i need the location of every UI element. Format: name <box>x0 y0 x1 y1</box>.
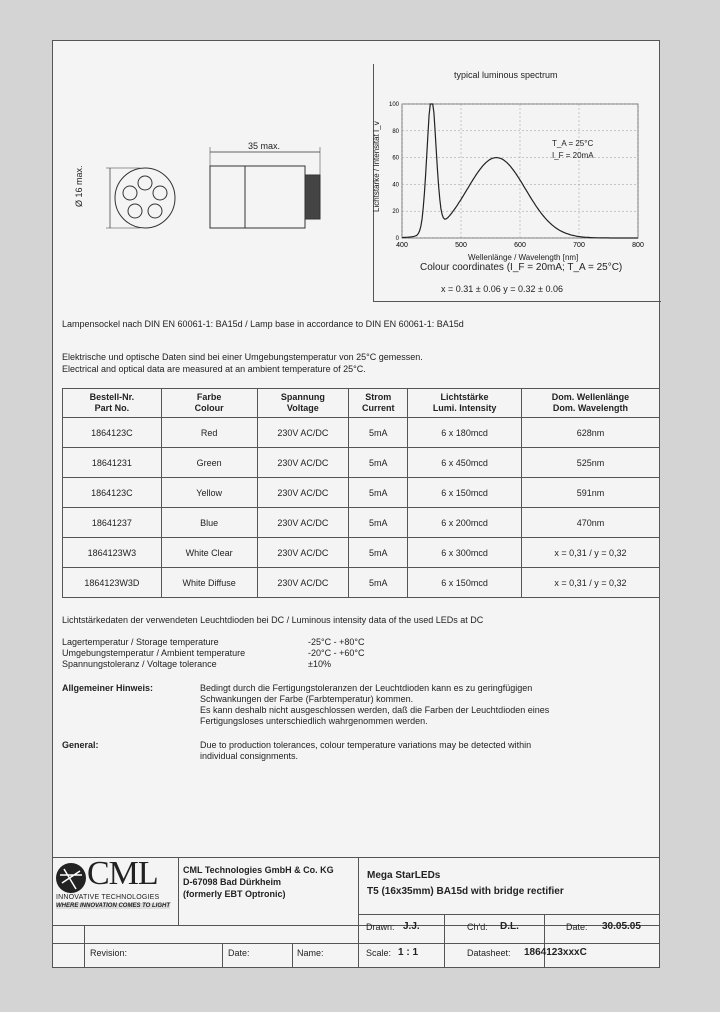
table-header-row <box>63 389 660 418</box>
cell-current: 5mA <box>349 478 408 508</box>
cell-voltage: 230V AC/DC <box>257 538 349 568</box>
drawn-label: Drawn: <box>366 922 395 932</box>
conditions-en: Electrical and optical data are measured at an ambient temperature of 25°C. <box>62 364 366 374</box>
spec-table <box>62 388 660 598</box>
note-line: Due to production tolerances, colour temperature variations may be detected within <box>200 740 532 750</box>
cell-colour: Red <box>161 418 257 448</box>
rating-value: -25°C - +80°C <box>308 637 365 647</box>
date-value: 30.05.05 <box>602 921 641 932</box>
cell-intensity: 6 x 300mcd <box>408 538 522 568</box>
table-row <box>63 448 660 478</box>
cell-voltage: 230V AC/DC <box>257 478 349 508</box>
x-tick-label: 400 <box>396 242 408 249</box>
cell-voltage: 230V AC/DC <box>257 448 349 478</box>
cell-wavelength: 470nm <box>521 508 659 538</box>
datasheet-label: Datasheet: <box>467 948 511 958</box>
cell-wavelength: 525nm <box>521 448 659 478</box>
cell-colour: Yellow <box>161 478 257 508</box>
rating-label: Spannungstoleranz / Voltage tolerance <box>62 659 217 669</box>
date-label: Date: <box>566 922 588 932</box>
rating-value: ±10% <box>308 659 331 669</box>
drawn-value: J.J. <box>403 921 420 932</box>
cell-voltage: 230V AC/DC <box>257 568 349 598</box>
cell-voltage: 230V AC/DC <box>257 508 349 538</box>
table-row <box>63 478 660 508</box>
logo-burst-icon <box>54 861 88 895</box>
col-header-colour: Farbe Colour <box>161 389 257 418</box>
dim-length-label: 35 max. <box>248 141 281 151</box>
x-tick-label: 600 <box>514 242 526 249</box>
rating-value: -20°C - +60°C <box>308 648 365 658</box>
y-tick-label: 40 <box>392 182 399 189</box>
x-tick-label: 500 <box>455 242 467 249</box>
col-header-part-no: Bestell-Nr. Part No. <box>63 389 162 418</box>
led-circle <box>138 176 152 190</box>
cell-part-no: 1864123C <box>63 478 162 508</box>
dim-diameter-label: Ø 16 max. <box>74 165 84 207</box>
cell-wavelength: x = 0,31 / y = 0,32 <box>521 568 659 598</box>
cell-part-no: 1864123W3 <box>63 538 162 568</box>
col-header-current: Strom Current <box>349 389 408 418</box>
cell-colour: Blue <box>161 508 257 538</box>
cml-logo <box>54 855 174 915</box>
lamp-drawing <box>70 135 330 245</box>
col-header-intensity: Lichtstärke Lumi. Intensity <box>408 389 522 418</box>
y-tick-label: 60 <box>392 155 399 162</box>
lamp-base-text: Lampensockel nach DIN EN 60061-1: BA15d / Lamp base in accordance to DIN EN 60061-1: BA15d <box>62 319 464 329</box>
condition-if: I_F = 20mA <box>552 151 594 160</box>
cell-voltage: 230V AC/DC <box>257 418 349 448</box>
col-header-voltage: Spannung Voltage <box>257 389 349 418</box>
conditions-de: Elektrische und optische Daten sind bei einer Umgebungstemperatur von 25°C gemessen. <box>62 352 423 362</box>
lamp-base-shape <box>305 175 320 219</box>
side-view-body <box>210 166 305 228</box>
revision-label: Revision: <box>90 948 128 958</box>
col-header-wavelength: Dom. Wellenlänge Dom. Wavelength <box>521 389 659 418</box>
note-heading: General: <box>62 740 99 750</box>
rating-label: Lagertemperatur / Storage temperature <box>62 637 219 647</box>
spectrum-title: typical luminous spectrum <box>454 70 558 80</box>
cell-part-no: 1864123C <box>63 418 162 448</box>
cell-intensity: 6 x 450mcd <box>408 448 522 478</box>
company-address: D-67098 Bad Dürkheim <box>183 877 282 887</box>
note-line: Schwankungen der Farbe (Farbtemperatur) kommen. <box>200 694 414 704</box>
spectrum-ylabel: Lichtstärke / Intensität I_v <box>372 121 381 212</box>
colour-coords-label: Colour coordinates (I_F = 20mA; T_A = 25°C) <box>420 262 623 273</box>
y-tick-label: 80 <box>392 128 399 135</box>
product-description: T5 (16x35mm) BA15d with bridge rectifier <box>367 886 564 897</box>
front-view-outline <box>115 168 175 228</box>
checked-value: D.L. <box>500 921 519 932</box>
table-row <box>63 508 660 538</box>
cell-current: 5mA <box>349 418 408 448</box>
colour-coords-values: x = 0.31 ± 0.06 y = 0.32 ± 0.06 <box>441 284 563 294</box>
cell-current: 5mA <box>349 448 408 478</box>
scale-value: 1 : 1 <box>398 947 419 958</box>
note-line: Es kann deshalb nicht ausgeschlossen werden, daß die Farben der Leuchtdioden eines <box>200 705 550 715</box>
note-heading: Allgemeiner Hinweis: <box>62 683 154 693</box>
cell-part-no: 18641237 <box>63 508 162 538</box>
spectrum-xlabel: Wellenlänge / Wavelength [nm] <box>468 253 579 262</box>
table-row <box>63 538 660 568</box>
logo-text: CML <box>87 855 158 892</box>
led-circle <box>123 186 137 200</box>
x-tick-label: 800 <box>632 242 644 249</box>
cell-intensity: 6 x 180mcd <box>408 418 522 448</box>
cell-colour: Green <box>161 448 257 478</box>
note-line: individual consignments. <box>200 751 299 761</box>
cell-colour: White Diffuse <box>161 568 257 598</box>
note-line: Fertigungsloses unterschiedlich wahrgenommen werden. <box>200 716 428 726</box>
cell-wavelength: 591nm <box>521 478 659 508</box>
cell-intensity: 6 x 150mcd <box>408 568 522 598</box>
cell-wavelength: 628nm <box>521 418 659 448</box>
y-tick-label: 20 <box>392 209 399 216</box>
y-tick-label: 0 <box>395 236 399 242</box>
datasheet-value: 1864123xxxC <box>524 947 587 958</box>
led-circle <box>128 204 142 218</box>
table-row <box>63 568 660 598</box>
cell-part-no: 18641231 <box>63 448 162 478</box>
cell-intensity: 6 x 200mcd <box>408 508 522 538</box>
revision-name-label: Name: <box>297 948 324 958</box>
cell-colour: White Clear <box>161 538 257 568</box>
note-line: Bedingt durch die Fertigungstoleranzen der Leuchtdioden kann es zu geringfügigen <box>200 683 533 693</box>
led-circle <box>153 186 167 200</box>
logo-tagline: WHERE INNOVATION COMES TO LIGHT <box>56 903 170 909</box>
company-name: CML Technologies GmbH & Co. KG <box>183 865 334 875</box>
scale-label: Scale: <box>366 948 392 958</box>
condition-ta: T_A = 25°C <box>552 139 594 148</box>
cell-intensity: 6 x 150mcd <box>408 478 522 508</box>
led-circle <box>148 204 162 218</box>
revision-date-label: Date: <box>228 948 250 958</box>
table-row <box>63 418 660 448</box>
checked-label: Ch'd: <box>467 922 488 932</box>
x-tick-label: 700 <box>573 242 585 249</box>
spectrum-chart <box>380 96 650 256</box>
cell-current: 5mA <box>349 508 408 538</box>
cell-part-no: 1864123W3D <box>63 568 162 598</box>
rating-label: Umgebungstemperatur / Ambient temperature <box>62 648 246 658</box>
y-tick-label: 100 <box>388 102 399 108</box>
company-former: (formerly EBT Optronic) <box>183 889 286 899</box>
logo-subtitle: INNOVATIVE TECHNOLOGIES <box>56 894 160 901</box>
cell-current: 5mA <box>349 568 408 598</box>
product-title: Mega StarLEDs <box>367 870 441 881</box>
intensity-note: Lichtstärkedaten der verwendeten Leuchtdioden bei DC / Luminous intensity data of the used LEDs at DC <box>62 615 484 625</box>
cell-current: 5mA <box>349 538 408 568</box>
cell-wavelength: x = 0,31 / y = 0,32 <box>521 538 659 568</box>
